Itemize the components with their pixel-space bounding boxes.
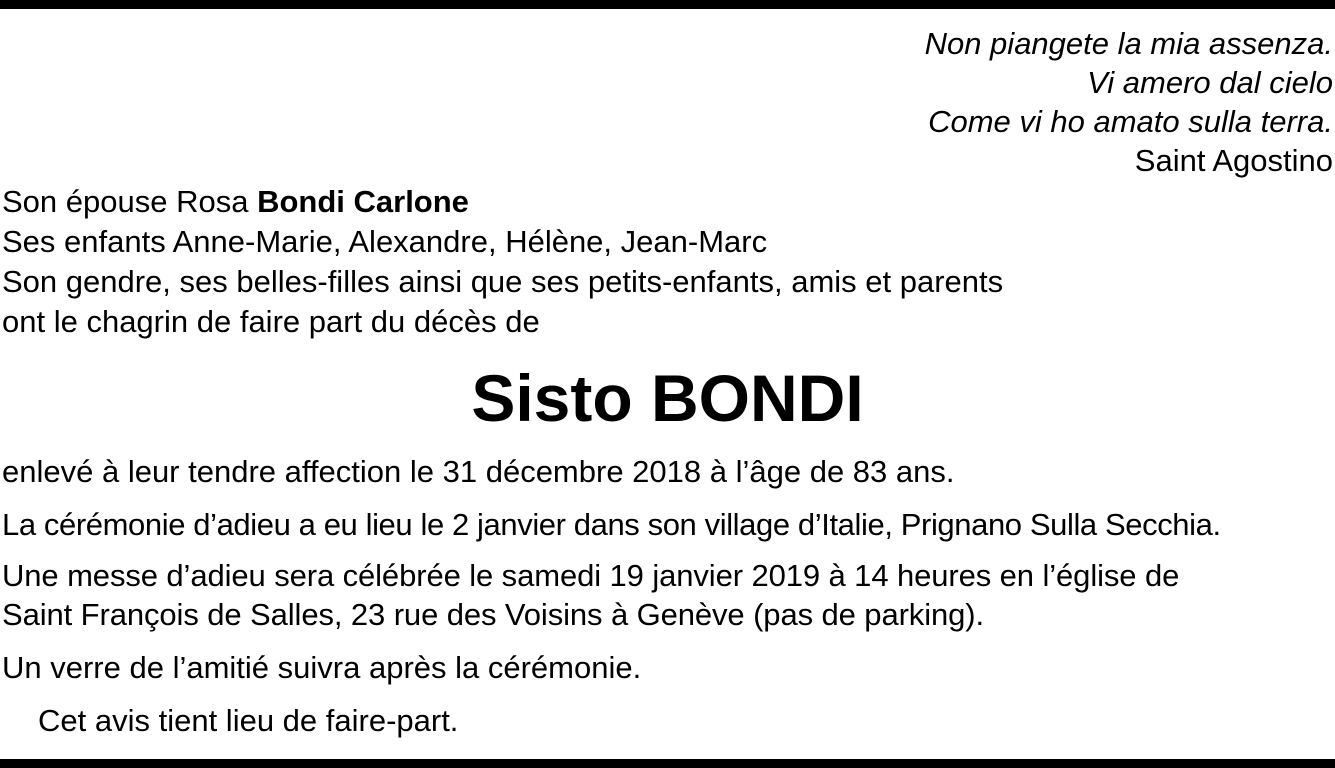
paragraph-ceremony: La cérémonie d’adieu a eu lieu le 2 janvier dans son village d’Italie, Prignano Sulla Secchia. xyxy=(2,507,1221,542)
top-border-rule xyxy=(0,0,1335,9)
paragraph-reception: Un verre de l’amitié suivra après la cérémonie. xyxy=(2,650,642,685)
epigraph-author: Saint Agostino xyxy=(1134,143,1333,178)
bottom-border-rule xyxy=(0,759,1335,768)
paragraph-mass-line-2: Saint François de Salles, 23 rue des Voisins à Genève (pas de parking). xyxy=(2,597,985,632)
deceased-name: Sisto BONDI xyxy=(471,361,864,435)
paragraph-mass xyxy=(2,556,1179,634)
epigraph xyxy=(925,24,1333,180)
paragraph-mass-line-1: Une messe d’adieu sera célébrée le samedi 19 janvier 2019 à 14 heures en l’église de xyxy=(2,558,1180,593)
paragraph-death-date: enlevé à leur tendre affection le 31 décembre 2018 à l’âge de 83 ans. xyxy=(2,454,955,489)
epigraph-line-1: Non piangete la mia assenza. xyxy=(924,26,1333,61)
family-line-announcement: ont le chagrin de faire part du décès de xyxy=(2,304,540,339)
paragraph-notice: Cet avis tient lieu de faire-part. xyxy=(38,703,459,738)
family-line-children: Ses enfants Anne-Marie, Alexandre, Hélène, Jean-Marc xyxy=(2,224,768,259)
spouse-name: Bondi Carlone xyxy=(257,184,469,219)
spouse-prefix: Son épouse Rosa xyxy=(2,184,258,219)
family-line-spouse xyxy=(2,182,1003,222)
family-announcement xyxy=(2,182,1003,342)
family-line-relatives: Son gendre, ses belles-filles ainsi que ses petits-enfants, amis et parents xyxy=(2,264,1004,299)
epigraph-line-2: Vi amero dal cielo xyxy=(1087,65,1333,100)
epigraph-line-3: Come vi ho amato sulla terra. xyxy=(928,104,1333,139)
